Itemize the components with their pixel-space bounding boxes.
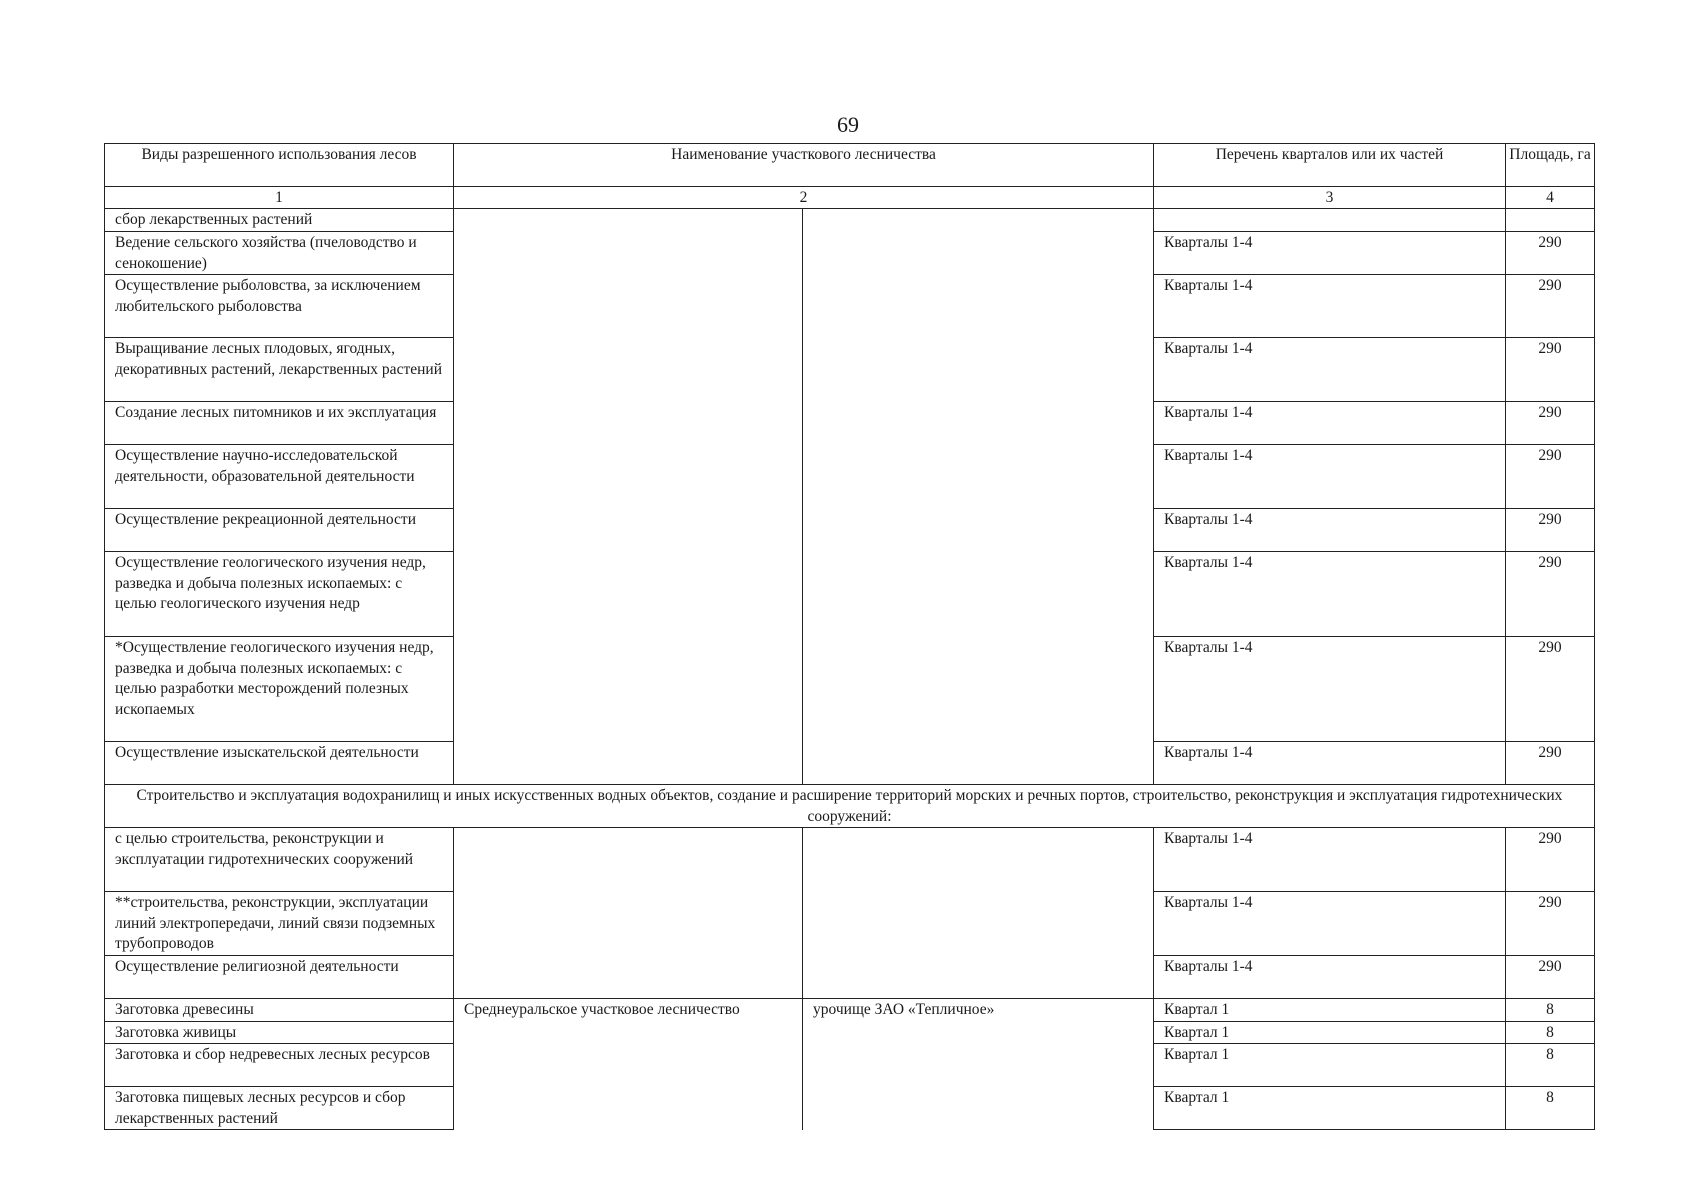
area-cell <box>1506 209 1595 232</box>
use-type-cell: сбор лекарственных растений <box>105 209 454 232</box>
forest-use-table <box>104 143 1595 1130</box>
forestry-cell-empty <box>454 445 803 509</box>
table-row <box>105 1021 1595 1044</box>
table-row <box>105 552 1595 637</box>
table-row <box>105 275 1595 338</box>
use-type-cell: Выращивание лесных плодовых, ягодных, декоративных растений, лекарственных растений <box>105 338 454 402</box>
tract-cell-empty <box>803 209 1154 232</box>
use-type-cell: *Осуществление геологического изучения недр, разведка и добыча полезных ископаемых: с целью разработки месторождений полезных ископаемых <box>105 637 454 742</box>
quarters-cell <box>1154 209 1506 232</box>
tract-cell-empty <box>803 445 1154 509</box>
page-number: 69 <box>837 112 859 137</box>
forestry-cell-empty <box>454 338 803 402</box>
area-cell: 290 <box>1506 828 1595 892</box>
use-type-cell: с целью строительства, реконструкции и эксплуатации гидротехнических сооружений <box>105 828 454 892</box>
quarters-cell: Квартал 1 <box>1154 1087 1506 1130</box>
use-type-cell: Осуществление изыскательской деятельности <box>105 742 454 785</box>
quarters-cell: Кварталы 1-4 <box>1154 892 1506 956</box>
tract-cell-empty <box>803 892 1154 956</box>
quarters-cell: Кварталы 1-4 <box>1154 275 1506 338</box>
use-type-cell: Заготовка и сбор недревесных лесных ресурсов <box>105 1044 454 1087</box>
tract-cell-empty <box>803 828 1154 892</box>
area-cell: 290 <box>1506 637 1595 742</box>
use-type-cell: **строительства, реконструкции, эксплуатации линий электропередачи, линий связи подземных трубопроводов <box>105 892 454 956</box>
table-row <box>105 402 1595 445</box>
header-use-type: Виды разрешенного использования лесов <box>105 144 454 187</box>
quarters-cell: Кварталы 1-4 <box>1154 828 1506 892</box>
tract-cell-empty <box>803 1087 1154 1130</box>
forestry-cell-empty <box>454 828 803 892</box>
use-type-cell: Создание лесных питомников и их эксплуатация <box>105 402 454 445</box>
tract-cell-empty <box>803 509 1154 552</box>
area-cell: 290 <box>1506 509 1595 552</box>
section-header: Строительство и эксплуатация водохранилищ и иных искусственных водных объектов, создание и расширение территорий морских и речных портов, строительство, реконструкция и эксплуатация гидротехнических сооружений: <box>105 785 1595 828</box>
table-header-row <box>105 144 1595 187</box>
header-quarters: Перечень кварталов или их частей <box>1154 144 1506 187</box>
forestry-cell-empty <box>454 742 803 785</box>
area-cell: 290 <box>1506 742 1595 785</box>
column-numbers-row <box>105 187 1595 209</box>
section-header-row <box>105 785 1595 828</box>
tract-cell-empty <box>803 552 1154 637</box>
use-type-cell: Осуществление геологического изучения недр, разведка и добыча полезных ископаемых: с целью геологического изучения недр <box>105 552 454 637</box>
tract-cell-empty <box>803 275 1154 338</box>
quarters-cell: Кварталы 1-4 <box>1154 509 1506 552</box>
tract-cell-empty <box>803 402 1154 445</box>
use-type-cell: Осуществление религиозной деятельности <box>105 956 454 999</box>
column-number: 2 <box>454 187 1154 209</box>
forestry-cell-empty <box>454 892 803 956</box>
forestry-name-cell: Среднеуральское участковое лесничество <box>454 999 803 1022</box>
table-row <box>105 209 1595 232</box>
table-row <box>105 828 1595 892</box>
table-row <box>105 445 1595 509</box>
quarters-cell: Квартал 1 <box>1154 1044 1506 1087</box>
use-type-cell: Заготовка живицы <box>105 1021 454 1044</box>
use-type-cell: Ведение сельского хозяйства (пчеловодство и сенокошение) <box>105 232 454 275</box>
forestry-cell-empty <box>454 232 803 275</box>
area-cell: 290 <box>1506 275 1595 338</box>
quarters-cell: Квартал 1 <box>1154 999 1506 1022</box>
tract-cell-empty <box>803 637 1154 742</box>
table-row <box>105 892 1595 956</box>
header-forestry-name: Наименование участкового лесничества <box>454 144 1154 187</box>
area-cell: 290 <box>1506 402 1595 445</box>
forestry-cell-empty <box>454 1044 803 1087</box>
table-row <box>105 509 1595 552</box>
area-cell: 290 <box>1506 552 1595 637</box>
forestry-cell-empty <box>454 637 803 742</box>
header-area: Площадь, га <box>1506 144 1595 187</box>
quarters-cell: Кварталы 1-4 <box>1154 552 1506 637</box>
column-number: 4 <box>1506 187 1595 209</box>
area-cell: 290 <box>1506 445 1595 509</box>
area-cell: 290 <box>1506 956 1595 999</box>
quarters-cell: Кварталы 1-4 <box>1154 232 1506 275</box>
tract-cell-empty <box>803 742 1154 785</box>
forestry-cell-empty <box>454 956 803 999</box>
forestry-cell-empty <box>454 1021 803 1044</box>
tract-cell-empty <box>803 232 1154 275</box>
quarters-cell: Кварталы 1-4 <box>1154 338 1506 402</box>
table-row <box>105 338 1595 402</box>
area-cell: 290 <box>1506 338 1595 402</box>
forestry-cell-empty <box>454 552 803 637</box>
quarters-cell: Квартал 1 <box>1154 1021 1506 1044</box>
forestry-cell-empty <box>454 402 803 445</box>
quarters-cell: Кварталы 1-4 <box>1154 402 1506 445</box>
forestry-cell-empty <box>454 209 803 232</box>
table-row <box>105 999 1595 1022</box>
use-type-cell: Осуществление рыболовства, за исключением любительского рыболовства <box>105 275 454 338</box>
use-type-cell: Осуществление рекреационной деятельности <box>105 509 454 552</box>
area-cell: 290 <box>1506 232 1595 275</box>
tract-cell-empty <box>803 1044 1154 1087</box>
quarters-cell: Кварталы 1-4 <box>1154 445 1506 509</box>
table-row <box>105 1087 1595 1130</box>
forestry-cell-empty <box>454 1087 803 1130</box>
area-cell: 8 <box>1506 1021 1595 1044</box>
tract-cell-empty <box>803 1021 1154 1044</box>
quarters-cell: Кварталы 1-4 <box>1154 637 1506 742</box>
tract-name-cell: урочище ЗАО «Тепличное» <box>803 999 1154 1022</box>
use-type-cell: Заготовка пищевых лесных ресурсов и сбор лекарственных растений <box>105 1087 454 1130</box>
column-number: 1 <box>105 187 454 209</box>
quarters-cell: Кварталы 1-4 <box>1154 742 1506 785</box>
tract-cell-empty <box>803 956 1154 999</box>
use-type-cell: Осуществление научно-исследовательской деятельности, образовательной деятельности <box>105 445 454 509</box>
tract-cell-empty <box>803 338 1154 402</box>
table-row <box>105 1044 1595 1087</box>
area-cell: 8 <box>1506 1044 1595 1087</box>
forestry-cell-empty <box>454 275 803 338</box>
table-row <box>105 232 1595 275</box>
area-cell: 8 <box>1506 999 1595 1022</box>
table-row <box>105 742 1595 785</box>
table-row <box>105 637 1595 742</box>
area-cell: 8 <box>1506 1087 1595 1130</box>
table-row <box>105 956 1595 999</box>
use-type-cell: Заготовка древесины <box>105 999 454 1022</box>
column-number: 3 <box>1154 187 1506 209</box>
area-cell: 290 <box>1506 892 1595 956</box>
forestry-cell-empty <box>454 509 803 552</box>
quarters-cell: Кварталы 1-4 <box>1154 956 1506 999</box>
